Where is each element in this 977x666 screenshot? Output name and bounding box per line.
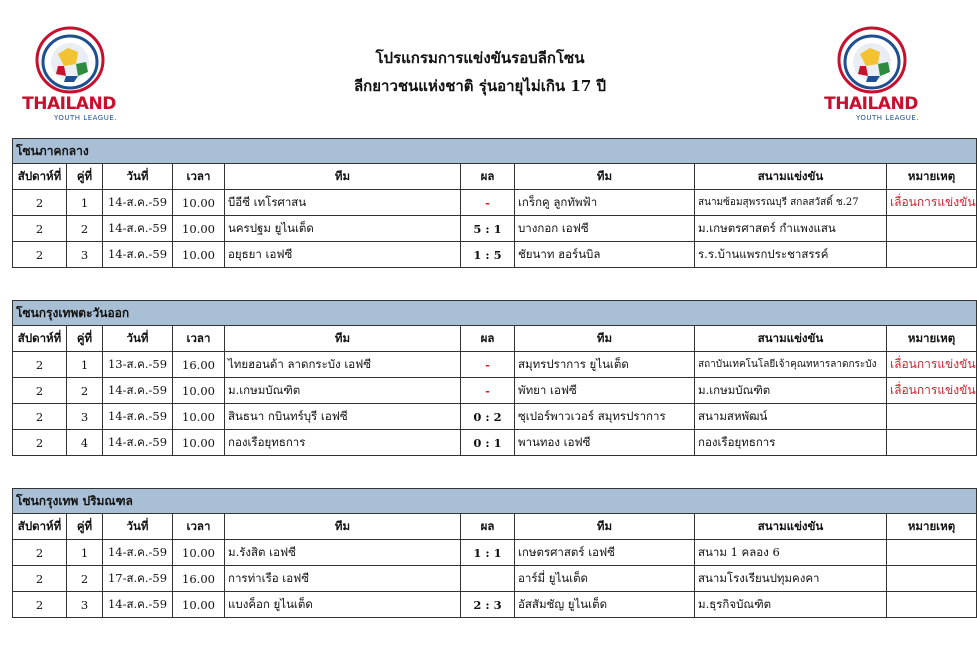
table-row [13,540,977,566]
week-cell: 2 [13,378,67,404]
title-line-2: ลีกยาวชนแห่งชาติ รุ่นอายุไม่เกิน 17 ปี [353,77,607,95]
note-cell [887,404,977,430]
match-cell: 3 [67,592,103,618]
column-header: วันที่ [103,326,173,352]
column-header: เวลา [173,164,225,190]
logo-subtext: YOUTH LEAGUE. [54,114,117,122]
home-team-cell: กองเรือยุทธการ [225,430,461,456]
date-cell: 14-ส.ค.-59 [103,592,173,618]
home-team-cell: แบงค็อก ยูไนเต็ด [225,592,461,618]
match-cell: 1 [67,190,103,216]
week-cell: 2 [13,592,67,618]
column-header-row [13,514,977,540]
date-cell: 14-ส.ค.-59 [103,378,173,404]
home-team-cell: นครปฐม ยูไนเต็ด [225,216,461,242]
column-header: ผล [461,164,515,190]
zone-table [12,300,977,456]
column-header: หมายเหตุ [887,326,977,352]
column-header: ผล [461,514,515,540]
column-header: ทีม [225,164,461,190]
table-row [13,430,977,456]
table-row [13,352,977,378]
note-cell [887,540,977,566]
note-cell [887,430,977,456]
note-cell [887,566,977,592]
away-team-cell: พานทอง เอฟซี [515,430,695,456]
column-header: ทีม [225,326,461,352]
date-cell: 14-ส.ค.-59 [103,216,173,242]
zone-table [12,138,977,268]
zone-name: โซนภาคกลาง [13,139,977,164]
time-cell: 10.00 [173,216,225,242]
date-cell: 14-ส.ค.-59 [103,404,173,430]
score-cell: - [461,378,515,404]
home-team-cell: ไทยฮอนด้า ลาดกระบัง เอฟซี [225,352,461,378]
column-header: วันที่ [103,514,173,540]
week-cell: 2 [13,540,67,566]
home-team-cell: อยุธยา เอฟซี [225,242,461,268]
zone-table [12,488,977,618]
score-cell: 5 : 1 [461,216,515,242]
away-team-cell: บางกอก เอฟซี [515,216,695,242]
zone-header-row [13,489,977,514]
column-header: สนามแข่งขัน [695,164,887,190]
venue-cell: สนามสหพัฒน์ [695,404,887,430]
venue-cell: ม.เกษตรศาสตร์ กำแพงแสน [695,216,887,242]
away-team-cell: เกษตรศาสตร์ เอฟซี [515,540,695,566]
column-header: เวลา [173,514,225,540]
column-header: สนามแข่งขัน [695,326,887,352]
column-header: คู่ที่ [67,514,103,540]
week-cell: 2 [13,190,67,216]
venue-cell: กองเรือยุทธการ [695,430,887,456]
page-title [300,44,660,100]
match-cell: 2 [67,566,103,592]
date-cell: 14-ส.ค.-59 [103,430,173,456]
time-cell: 16.00 [173,566,225,592]
table-row [13,566,977,592]
score-cell: 1 : 1 [461,540,515,566]
football-emblem-icon [14,22,124,96]
column-header: ผล [461,326,515,352]
table-row [13,592,977,618]
match-cell: 1 [67,540,103,566]
home-team-cell: บีอีซี เทโรศาสน [225,190,461,216]
logo-wordmark: THAILAND [824,94,918,114]
away-team-cell: อัสสัมชัญ ยูไนเต็ด [515,592,695,618]
column-header: ทีม [515,164,695,190]
note-cell: เลื่อนการแข่งขัน [887,190,977,216]
thailand-youth-league-logo-left [14,22,124,122]
match-cell: 3 [67,242,103,268]
week-cell: 2 [13,352,67,378]
score-cell: 0 : 2 [461,404,515,430]
time-cell: 10.00 [173,540,225,566]
note-cell: เลื่อนการแข่งขัน [887,378,977,404]
column-header: วันที่ [103,164,173,190]
date-cell: 17-ส.ค.-59 [103,566,173,592]
zone-header-row [13,139,977,164]
column-header: คู่ที่ [67,326,103,352]
time-cell: 10.00 [173,430,225,456]
note-cell: เลื่อนการแข่งขัน [887,352,977,378]
away-team-cell: อาร์มี่ ยูไนเต็ด [515,566,695,592]
week-cell: 2 [13,242,67,268]
column-header: ทีม [515,326,695,352]
time-cell: 10.00 [173,242,225,268]
note-cell [887,216,977,242]
away-team-cell: ชัยนาท ฮอร์นบิล [515,242,695,268]
table-row [13,404,977,430]
time-cell: 10.00 [173,190,225,216]
score-cell [461,566,515,592]
zone-name: โซนกรุงเทพตะวันออก [13,301,977,326]
venue-cell: สถาบันเทคโนโลยีเจ้าคุณทหารลาดกระบัง [695,352,887,378]
score-cell: 2 : 3 [461,592,515,618]
score-cell: - [461,352,515,378]
column-header: หมายเหตุ [887,164,977,190]
away-team-cell: ซุเปอร์พาวเวอร์ สมุทรปราการ [515,404,695,430]
venue-cell: สนามโรงเรียนปทุมคงคา [695,566,887,592]
score-cell: 1 : 5 [461,242,515,268]
column-header: สัปดาห์ที่ [13,326,67,352]
week-cell: 2 [13,404,67,430]
column-header-row [13,326,977,352]
table-row [13,216,977,242]
time-cell: 10.00 [173,378,225,404]
date-cell: 13-ส.ค.-59 [103,352,173,378]
score-cell: 0 : 1 [461,430,515,456]
zone-header-row [13,301,977,326]
home-team-cell: การท่าเรือ เอฟซี [225,566,461,592]
table-row [13,190,977,216]
match-cell: 3 [67,404,103,430]
venue-cell: ร.ร.บ้านแพรกประชาสรรค์ [695,242,887,268]
title-line-1: โปรแกรมการแข่งขันรอบลีกโซน [375,49,585,67]
date-cell: 14-ส.ค.-59 [103,242,173,268]
home-team-cell: ม.รังสิต เอฟซี [225,540,461,566]
score-cell: - [461,190,515,216]
logo-wordmark: THAILAND [22,94,116,114]
date-cell: 14-ส.ค.-59 [103,190,173,216]
match-cell: 1 [67,352,103,378]
thailand-youth-league-logo-right [816,22,926,122]
date-cell: 14-ส.ค.-59 [103,540,173,566]
away-team-cell: สมุทรปราการ ยูไนเต็ด [515,352,695,378]
note-cell [887,242,977,268]
match-cell: 2 [67,378,103,404]
column-header-row [13,164,977,190]
match-cell: 2 [67,216,103,242]
column-header: คู่ที่ [67,164,103,190]
home-team-cell: ม.เกษมบัณฑิต [225,378,461,404]
note-cell [887,592,977,618]
table-row [13,242,977,268]
column-header: เวลา [173,326,225,352]
column-header: หมายเหตุ [887,514,977,540]
away-team-cell: เกร็กคู ลูกทัพฟ้า [515,190,695,216]
match-cell: 4 [67,430,103,456]
time-cell: 10.00 [173,592,225,618]
zone-name: โซนกรุงเทพ ปริมณฑล [13,489,977,514]
football-emblem-icon [816,22,926,96]
table-row [13,378,977,404]
column-header: สัปดาห์ที่ [13,164,67,190]
venue-cell: สนามซ้อมสุพรรณบุรี สกลสวัสดิ์ ช.27 [695,190,887,216]
venue-cell: ม.เกษมบัณฑิต [695,378,887,404]
time-cell: 10.00 [173,404,225,430]
week-cell: 2 [13,566,67,592]
away-team-cell: พัทยา เอฟซี [515,378,695,404]
column-header: ทีม [515,514,695,540]
venue-cell: สนาม 1 คลอง 6 [695,540,887,566]
column-header: สัปดาห์ที่ [13,514,67,540]
column-header: ทีม [225,514,461,540]
home-team-cell: สินธนา กบินทร์บุรี เอฟซี [225,404,461,430]
time-cell: 16.00 [173,352,225,378]
column-header: สนามแข่งขัน [695,514,887,540]
week-cell: 2 [13,216,67,242]
week-cell: 2 [13,430,67,456]
logo-subtext: YOUTH LEAGUE. [856,114,919,122]
venue-cell: ม.ธุรกิจบัณฑิต [695,592,887,618]
